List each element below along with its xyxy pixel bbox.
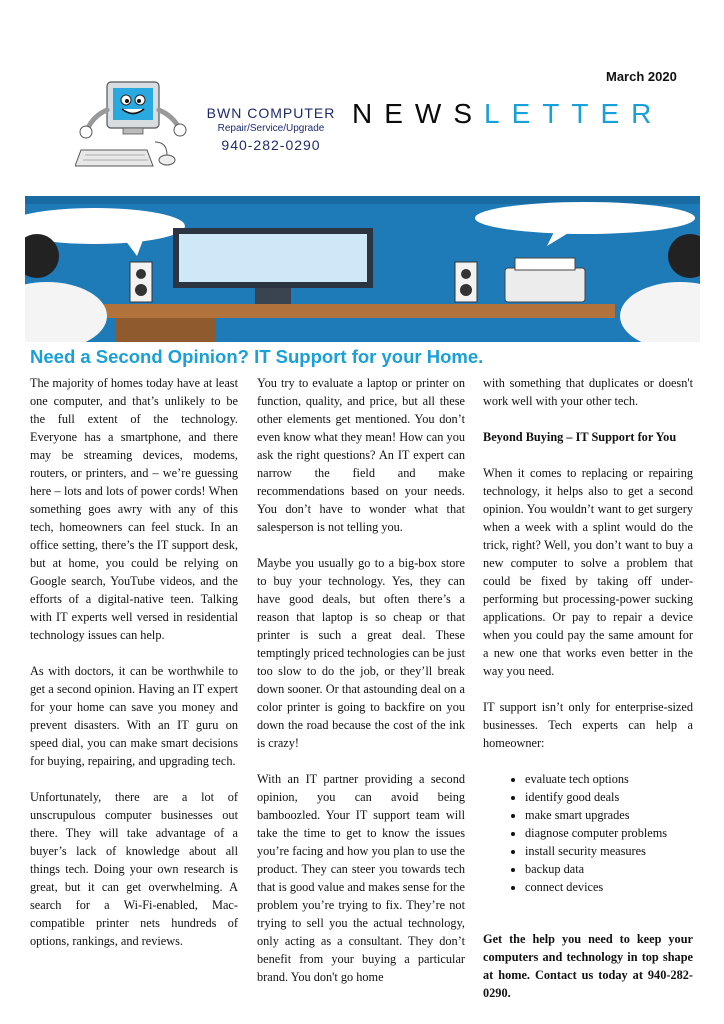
company-phone: 940-282-0290	[221, 137, 321, 153]
company-name: BWN COMPUTER	[206, 105, 336, 121]
headline: Need a Second Opinion? IT Support for your Home.	[30, 346, 484, 367]
services-list	[483, 770, 693, 896]
call-to-action: Get the help you need to keep your computers and technology in top shape at home. Contact us today at 940-282-0290.	[483, 932, 693, 1000]
section-subheading: Beyond Buying – IT Support for You	[483, 430, 677, 444]
newsletter-masthead	[352, 98, 663, 130]
paragraph: With an IT partner providing a second opinion, you can avoid being bamboozled. Your IT support team will take the time to get to know the issues you’re facing and how you plan to use the product. They can steer you towards tech that is good value and makes sense for the problem you’re trying to fix. They’re not trying to sell you the actual technology, only acting as a consultant. They don’t benefit from your buying a particular brand. You don't go home	[257, 772, 465, 984]
computer-mascot-logo	[75, 80, 195, 172]
column-2	[257, 374, 465, 1004]
masthead-letter: LETTER	[484, 98, 664, 129]
column-3	[483, 374, 693, 1020]
paragraph: IT support isn’t only for enterprise-sized businesses. Tech experts can help a homeowner:	[483, 700, 693, 750]
list-item: • make smart upgrades	[525, 806, 693, 824]
paragraph: Unfortunately, there are a lot of unscrupulous computer businesses out there. They will take advantage of a buyer’s lack of knowledge about all things tech. Doing your own research is great, but it can get overwhelming. A search for a Wi-Fi-enabled, Mac-compatible printer nets hundreds of options, rankings, and reviews.	[30, 790, 238, 948]
banner-illustration	[25, 196, 700, 342]
paragraph: with something that duplicates or doesn't work well with your other tech.	[483, 376, 693, 408]
issue-date: March 2020	[606, 69, 677, 84]
list-item: • identify good deals	[525, 788, 693, 806]
list-item: • evaluate tech options	[525, 770, 693, 788]
list-item: • install security measures	[525, 842, 693, 860]
list-item: • connect devices	[525, 878, 693, 896]
paragraph: When it comes to replacing or repairing technology, it helps also to get a second opinion. You wouldn’t want to get surgery when a week with a splint would do the trick, right? Well, you don’t want to buy a new computer to solve a problem that could be fixed by taking off under-performing but processing-power sucking applications. Or pay to repair a device when you could pay the same amount for a new one that works even better in the way you need.	[483, 466, 693, 678]
list-item: • backup data	[525, 860, 693, 878]
company-tagline: Repair/Service/Upgrade	[217, 123, 325, 134]
paragraph: As with doctors, it can be worthwhile to get a second opinion. Having an IT expert for your home can save you money and prevent disasters. With an IT guru on speed dial, you can make smart decisions for buying, repairing, and upgrading tech.	[30, 664, 238, 768]
paragraph: Maybe you usually go to a big-box store to buy your technology. Yes, they can have good deals, but often there’s a reason that laptop is so cheap or that printer is such a great deal. These temptingly priced technologies can be just too slow to do the job, or they’ll break down sooner. Or that astounding deal on a color printer is going to backfire on you down the road because the cost of the ink is crazy!	[257, 556, 465, 750]
column-1	[30, 374, 238, 968]
paragraph: The majority of homes today have at least one computer, and that’s unlikely to be the full extent of the technology. Everyone has a smartphone, and there may be streaming devices, modems, routers, or printers, and – we’re guessing here – lots and lots of power cords! When something goes awry with any of this tech, homeowners can feel stuck. In an office setting, there’s the IT support desk, but at home, you could be relying on Google search, YouTube videos, and the efforts of a digital-native teen. Talking with IT experts well versed in residential technology issues can help.	[30, 376, 238, 642]
list-item: • diagnose computer problems	[525, 824, 693, 842]
brand-block	[196, 105, 346, 153]
masthead-news: NEWS	[352, 98, 484, 129]
paragraph: You try to evaluate a laptop or printer on function, quality, and price, but all these other elements get mentioned. You don’t even know what they mean! How can you ask the right questions? An IT expert can narrow the field and make recommendations based on your needs. You don’t have to wonder what that salesperson is not telling you.	[257, 376, 465, 534]
